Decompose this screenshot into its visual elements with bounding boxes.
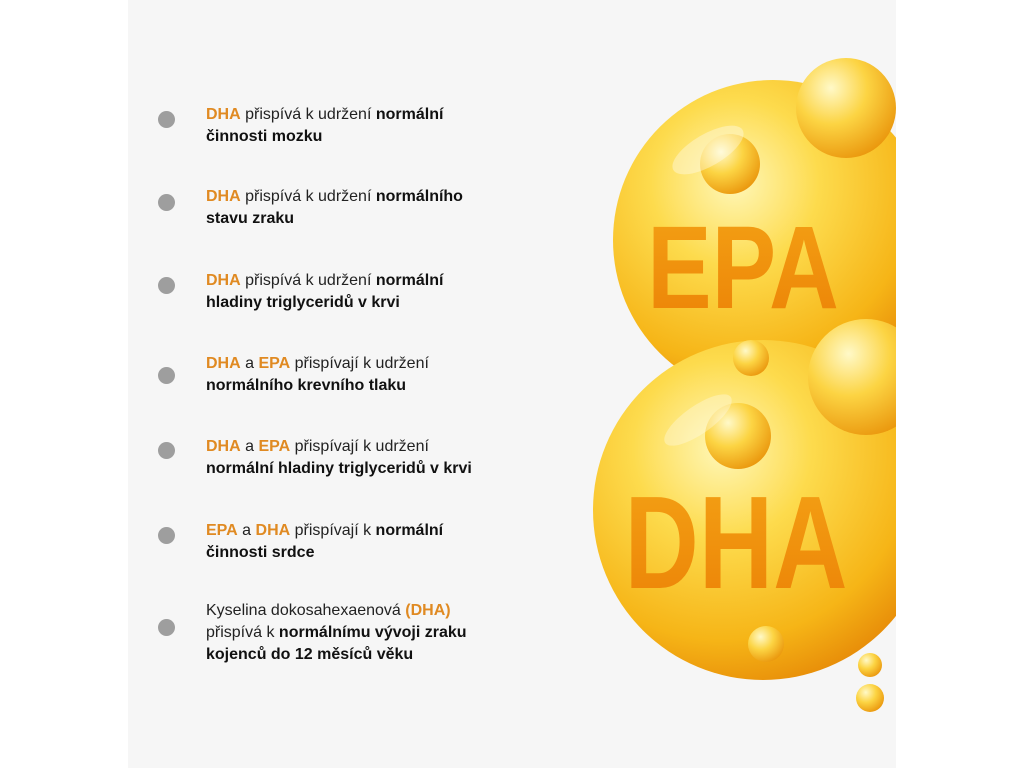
bold-text: kojenců do 12 měsíců věku [206, 646, 414, 663]
benefit-line [206, 375, 556, 397]
benefit-text [206, 270, 556, 314]
highlight-text: EPA [258, 438, 291, 455]
bullet-icon [158, 442, 175, 459]
bold-text: normálního krevního tlaku [206, 377, 407, 394]
highlight-text: EPA [206, 522, 238, 539]
bold-text: normální hladiny triglyceridů v krvi [206, 460, 472, 477]
highlight-text: DHA [206, 106, 241, 123]
bullet-icon [158, 527, 175, 544]
bold-text: normální [375, 272, 444, 289]
bullet-icon [158, 277, 175, 294]
benefit-line [206, 292, 556, 314]
highlight-text: DHA [255, 522, 291, 539]
bold-text: normální [375, 522, 444, 539]
capsules-graphic [558, 40, 896, 730]
plain-text: a [240, 438, 259, 455]
highlight-text: DHA [206, 355, 241, 372]
highlight-text: DHA [206, 272, 241, 289]
highlight-text: DHA [206, 188, 241, 205]
bullet-icon [158, 619, 175, 636]
plain-text: přispívají k udržení [290, 355, 429, 372]
plain-text: přispívá k udržení [240, 188, 376, 205]
capsule-label-epa: EPA [647, 200, 839, 334]
benefit-text [206, 104, 556, 148]
benefit-line [206, 104, 556, 126]
plain-text: přispívá k udržení [240, 106, 376, 123]
benefit-line [206, 126, 556, 148]
benefit-text [206, 520, 556, 564]
bubble [733, 340, 769, 376]
capsule-label-dha: DHA [624, 469, 848, 617]
plain-text: přispívají k udržení [290, 438, 429, 455]
plain-text: a [240, 355, 259, 372]
bullet-icon [158, 367, 175, 384]
benefit-text [206, 436, 556, 480]
plain-text: přispívají k [290, 522, 376, 539]
benefit-line [206, 644, 556, 666]
plain-text: přispívá k udržení [240, 272, 376, 289]
benefit-text [206, 353, 556, 397]
bold-text: činnosti srdce [206, 544, 315, 561]
benefit-line [206, 622, 556, 644]
benefit-line [206, 208, 556, 230]
content-panel [128, 0, 896, 768]
bubble [748, 626, 784, 662]
plain-text: přispívá k [206, 624, 279, 641]
benefit-text [206, 186, 556, 230]
benefit-line [206, 436, 556, 458]
plain-text: a [237, 522, 256, 539]
plain-text: Kyselina dokosahexaenová [206, 602, 406, 619]
bubble [796, 58, 896, 158]
benefit-line [206, 520, 556, 542]
highlight-text: (DHA) [405, 602, 451, 619]
benefit-line [206, 353, 556, 375]
bullet-icon [158, 194, 175, 211]
bold-text: normálního [375, 188, 463, 205]
benefit-line [206, 600, 556, 622]
benefit-line [206, 270, 556, 292]
bold-text: hladiny triglyceridů v krvi [206, 294, 400, 311]
bubble [856, 684, 884, 712]
bubble [858, 653, 882, 677]
highlight-text: DHA [206, 438, 241, 455]
benefit-line [206, 186, 556, 208]
benefit-line [206, 542, 556, 564]
bold-text: činnosti mozku [206, 128, 323, 145]
bold-text: stavu zraku [206, 210, 295, 227]
capsules-illustration [558, 40, 896, 730]
benefit-text [206, 600, 556, 666]
bold-text: normální [375, 106, 444, 123]
benefit-line [206, 458, 556, 480]
highlight-text: EPA [258, 355, 291, 372]
bold-text: normálnímu vývoji zraku [278, 624, 467, 641]
bullet-icon [158, 111, 175, 128]
